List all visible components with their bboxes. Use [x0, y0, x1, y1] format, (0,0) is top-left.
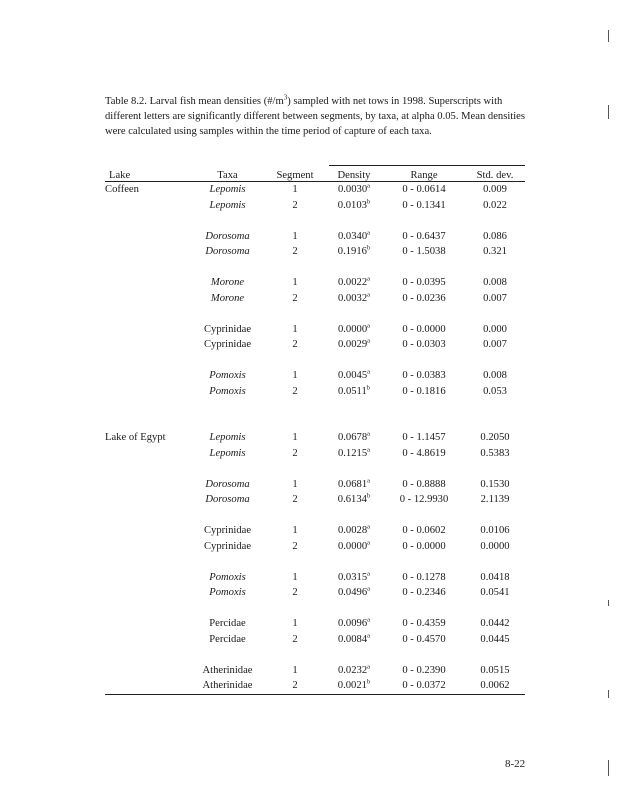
std-dev-cell: 0.007 — [483, 292, 507, 304]
lake-cell — [105, 539, 190, 555]
taxa-cell: Morone — [210, 292, 245, 304]
density-value: 0.0681 — [337, 478, 368, 490]
taxa-cell: Atherinidae — [190, 678, 265, 694]
significance-letter: a — [367, 291, 371, 299]
segment-cell: 1 — [292, 571, 298, 583]
density-value: 0.0315 — [337, 571, 368, 583]
segment-cell: 1 — [292, 664, 298, 676]
taxa-cell: Lepomis — [209, 432, 246, 444]
segment-cell: 1 — [292, 323, 298, 335]
std-dev-cell: 2.1139 — [480, 494, 510, 506]
density-value: 0.0000 — [337, 540, 368, 552]
table-row — [105, 477, 525, 493]
spacer-cell — [105, 647, 525, 663]
density-value: 0.0340 — [337, 230, 368, 242]
std-dev-cell: 0.0418 — [480, 571, 510, 583]
range-cell: 0 - 0.1816 — [402, 385, 446, 397]
lake-cell — [105, 678, 190, 694]
lake-cell — [105, 322, 190, 338]
table-row — [105, 616, 525, 632]
spacer-row — [105, 601, 525, 617]
significance-letter: b — [366, 244, 371, 252]
significance-letter: a — [367, 616, 371, 624]
taxa-cell: Percidae — [209, 633, 246, 645]
spacer-cell — [105, 306, 525, 322]
segment-cell: 2 — [292, 494, 298, 506]
significance-letter: b — [366, 678, 371, 686]
lake-cell — [105, 570, 190, 586]
spacer-cell — [105, 415, 525, 431]
significance-letter: a — [367, 632, 371, 640]
density-value: 0.6134 — [337, 494, 367, 506]
table-body — [105, 182, 525, 695]
range-cell: 0 - 0.8888 — [402, 478, 446, 490]
table-row — [105, 229, 525, 245]
range-cell: 0 - 0.4570 — [402, 633, 446, 645]
segment-cell: 2 — [292, 246, 298, 258]
spacer-cell — [105, 353, 525, 369]
spacer-row — [105, 213, 525, 229]
significance-letter: a — [367, 446, 371, 454]
taxa-cell: Dorosoma — [205, 246, 250, 258]
table-row — [105, 368, 525, 384]
std-dev-cell: 0.009 — [483, 184, 507, 196]
range-cell: 0 - 0.0000 — [402, 323, 446, 335]
density-value: 0.0084 — [337, 633, 368, 645]
density-cell — [325, 198, 383, 214]
std-dev-cell: 0.086 — [483, 230, 507, 242]
std-dev-cell: 0.0000 — [480, 540, 510, 552]
density-cell — [325, 663, 383, 679]
range-cell: 0 - 1.5038 — [402, 246, 446, 258]
spacer-row — [105, 260, 525, 276]
std-dev-cell: 0.000 — [483, 323, 507, 335]
range-cell: 0 - 1.1457 — [402, 432, 446, 444]
std-dev-cell: 0.053 — [483, 385, 507, 397]
std-dev-cell: 0.008 — [483, 277, 507, 289]
density-cell — [325, 523, 383, 539]
std-dev-cell: 0.0442 — [480, 618, 510, 630]
header-segment: Segment — [265, 165, 325, 182]
density-cell — [325, 539, 383, 555]
spacer-row — [105, 554, 525, 570]
header-taxa: Taxa — [190, 165, 265, 182]
segment-cell: 1 — [292, 618, 298, 630]
range-cell: 0 - 0.0395 — [402, 277, 446, 289]
range-cell: 0 - 4.8619 — [402, 447, 446, 459]
significance-letter: a — [367, 229, 371, 237]
table-row — [105, 492, 525, 508]
range-cell: 0 - 0.0602 — [402, 525, 446, 537]
spacer-cell — [105, 601, 525, 617]
header-range: Range — [383, 165, 465, 182]
density-value: 0.0496 — [337, 587, 368, 599]
lake-cell — [105, 616, 190, 632]
density-cell — [325, 570, 383, 586]
density-value: 0.0045 — [337, 370, 368, 382]
range-cell: 0 - 0.0000 — [402, 540, 446, 552]
spacer-cell — [105, 508, 525, 524]
density-value: 0.1916 — [337, 246, 367, 258]
std-dev-cell: 0.022 — [483, 199, 507, 211]
lake-cell — [105, 291, 190, 307]
scan-margin-mark — [608, 30, 609, 42]
header-row — [105, 165, 525, 182]
spacer-row — [105, 353, 525, 369]
page-number: 8-22 — [505, 758, 526, 770]
density-value: 0.0030 — [337, 184, 368, 196]
density-value: 0.0022 — [337, 277, 368, 289]
spacer-row — [105, 306, 525, 322]
table-row — [105, 384, 525, 400]
density-cell — [325, 291, 383, 307]
segment-cell: 2 — [292, 447, 298, 459]
table-row — [105, 446, 525, 462]
range-cell: 0 - 0.1341 — [402, 199, 446, 211]
density-cell — [325, 368, 383, 384]
significance-letter: a — [367, 539, 371, 547]
taxa-cell: Lepomis — [209, 447, 246, 459]
significance-letter: b — [366, 198, 371, 206]
density-value: 0.0000 — [337, 323, 368, 335]
taxa-cell: Dorosoma — [205, 494, 250, 506]
density-value: 0.0021 — [337, 680, 367, 692]
lake-cell: Coffeen — [105, 184, 139, 196]
taxa-cell: Atherinidae — [202, 664, 253, 676]
spacer-cell — [105, 399, 525, 415]
taxa-cell: Pomoxis — [209, 385, 246, 397]
table-row — [105, 275, 525, 291]
lake-cell — [105, 663, 190, 679]
std-dev-cell: 0.008 — [483, 370, 507, 382]
density-value: 0.1215 — [337, 447, 368, 459]
lake-cell — [105, 275, 190, 291]
segment-cell: 2 — [292, 587, 298, 599]
significance-letter: a — [367, 585, 371, 593]
significance-letter: a — [367, 570, 371, 578]
density-cell — [325, 585, 383, 601]
taxa-cell: Pomoxis — [209, 370, 246, 382]
scan-margin-mark — [608, 690, 609, 698]
range-cell: 0 - 0.2346 — [402, 587, 446, 599]
segment-cell: 2 — [292, 385, 298, 397]
segment-cell: 1 — [292, 478, 298, 490]
density-cell — [325, 322, 383, 338]
range-cell: 0 - 0.0303 — [402, 339, 446, 351]
spacer-row — [105, 647, 525, 663]
taxa-cell: Lepomis — [209, 184, 246, 196]
std-dev-cell: 0.0445 — [480, 633, 510, 645]
lake-cell — [105, 244, 190, 260]
lake-cell — [105, 585, 190, 601]
taxa-cell: Cyprinidae — [203, 323, 252, 335]
segment-cell: 2 — [292, 292, 298, 304]
significance-letter: a — [367, 663, 371, 671]
segment-cell: 1 — [292, 277, 298, 289]
spacer-row — [105, 461, 525, 477]
std-dev-cell: 0.0106 — [480, 525, 510, 537]
segment-cell: 2 — [265, 678, 325, 694]
taxa-cell: Morone — [210, 277, 245, 289]
lake-cell — [105, 229, 190, 245]
segment-cell: 2 — [292, 540, 298, 552]
taxa-cell: Cyprinidae — [203, 540, 252, 552]
density-cell — [325, 492, 383, 508]
table-row — [105, 663, 525, 679]
density-cell — [325, 244, 383, 260]
density-value: 0.0678 — [337, 432, 368, 444]
taxa-cell: Percidae — [209, 618, 246, 630]
std-dev-cell: 0.2050 — [480, 432, 510, 444]
header-density: Density — [325, 165, 383, 182]
significance-letter: b — [366, 492, 371, 500]
density-cell — [325, 182, 383, 198]
std-dev-cell: 0.0541 — [480, 587, 510, 599]
header-lake: Lake — [105, 165, 190, 182]
table-row — [105, 570, 525, 586]
lake-cell — [105, 632, 190, 648]
density-value: 0.0096 — [337, 618, 368, 630]
density-value: 0.0232 — [337, 664, 368, 676]
density-cell — [325, 384, 383, 400]
spacer-row — [105, 415, 525, 431]
caption-prefix: Table 8.2. Larval fish mean densities (#/m — [105, 96, 284, 107]
range-cell: 0 - 0.0236 — [402, 292, 446, 304]
taxa-cell: Dorosoma — [205, 478, 250, 490]
scan-margin-mark — [608, 760, 609, 776]
spacer-cell — [105, 260, 525, 276]
header-std-dev: Std. dev. — [465, 165, 525, 182]
spacer-cell — [105, 213, 525, 229]
scan-margin-mark — [608, 600, 609, 606]
segment-cell: 1 — [292, 230, 298, 242]
density-cell — [325, 446, 383, 462]
spacer-cell — [105, 461, 525, 477]
lake-cell — [105, 198, 190, 214]
std-dev-cell: 0.1530 — [480, 478, 510, 490]
std-dev-cell: 0.5383 — [480, 447, 510, 459]
taxa-cell: Cyprinidae — [203, 525, 252, 537]
density-table — [105, 165, 525, 695]
range-cell: 0 - 0.0372 — [383, 678, 465, 694]
density-cell — [325, 430, 383, 446]
range-cell: 0 - 0.6437 — [402, 230, 446, 242]
density-value: 0.0032 — [337, 292, 368, 304]
significance-letter: a — [367, 368, 371, 376]
density-cell — [325, 477, 383, 493]
table-row — [105, 198, 525, 214]
table-row — [105, 322, 525, 338]
lake-cell — [105, 384, 190, 400]
table-row — [105, 632, 525, 648]
density-value: 0.0511 — [338, 385, 367, 397]
range-cell: 0 - 0.2390 — [402, 664, 446, 676]
table-row — [105, 291, 525, 307]
range-cell: 0 - 0.0614 — [402, 184, 446, 196]
significance-letter: b — [366, 384, 370, 392]
density-cell — [325, 229, 383, 245]
spacer-row — [105, 508, 525, 524]
significance-letter: a — [367, 523, 371, 531]
table-caption — [105, 94, 525, 139]
density-cell — [325, 337, 383, 353]
taxa-cell: Pomoxis — [209, 587, 246, 599]
significance-letter: a — [367, 337, 371, 345]
std-dev-cell: 0.007 — [483, 339, 507, 351]
significance-letter: a — [367, 430, 371, 438]
significance-letter: a — [367, 322, 371, 330]
taxa-cell: Dorosoma — [205, 230, 250, 242]
significance-letter: a — [367, 275, 371, 283]
lake-cell — [105, 523, 190, 539]
density-value: 0.0103 — [337, 199, 367, 211]
range-cell: 0 - 0.1278 — [402, 571, 446, 583]
range-cell: 0 - 12.9930 — [399, 494, 449, 506]
density-value: 0.0028 — [337, 525, 368, 537]
spacer-row — [105, 399, 525, 415]
range-cell: 0 - 0.4359 — [402, 618, 446, 630]
density-cell — [325, 678, 383, 694]
std-dev-cell: 0.321 — [483, 246, 507, 258]
table-row — [105, 678, 525, 694]
taxa-cell: Pomoxis — [209, 571, 246, 583]
density-cell — [325, 616, 383, 632]
caption-superscript: 3 — [283, 93, 288, 102]
lake-cell — [105, 477, 190, 493]
table-row — [105, 523, 525, 539]
significance-letter: a — [367, 477, 371, 485]
segment-cell: 1 — [292, 184, 298, 196]
lake-cell — [105, 446, 190, 462]
table-row — [105, 539, 525, 555]
significance-letter: a — [367, 182, 371, 190]
lake-cell: Lake of Egypt — [105, 432, 166, 444]
density-cell — [325, 275, 383, 291]
spacer-cell — [105, 554, 525, 570]
table-row — [105, 430, 525, 446]
segment-cell: 2 — [292, 199, 298, 211]
std-dev-cell: 0.0515 — [480, 664, 510, 676]
table-row — [105, 585, 525, 601]
range-cell: 0 - 0.0383 — [402, 370, 446, 382]
caption-suffix: ) sampled with net tows in 1998. Superscripts with different letters are significantly different between segments, by taxa, at alpha 0.05. Mean densities were calculated using samples within the time period of capture of each taxa. — [105, 96, 525, 137]
segment-cell: 1 — [292, 525, 298, 537]
lake-cell — [105, 368, 190, 384]
table-row — [105, 182, 525, 198]
segment-cell: 2 — [292, 633, 298, 645]
std-dev-cell: 0.0062 — [465, 678, 525, 694]
lake-cell — [105, 492, 190, 508]
segment-cell: 2 — [292, 339, 298, 351]
taxa-cell: Cyprinidae — [203, 339, 252, 351]
table-row — [105, 337, 525, 353]
lake-cell — [105, 337, 190, 353]
scan-margin-mark — [608, 105, 609, 119]
segment-cell: 1 — [292, 370, 298, 382]
table-row — [105, 244, 525, 260]
taxa-cell: Lepomis — [209, 199, 246, 211]
segment-cell: 1 — [292, 432, 298, 444]
density-value: 0.0029 — [337, 339, 368, 351]
density-cell — [325, 632, 383, 648]
